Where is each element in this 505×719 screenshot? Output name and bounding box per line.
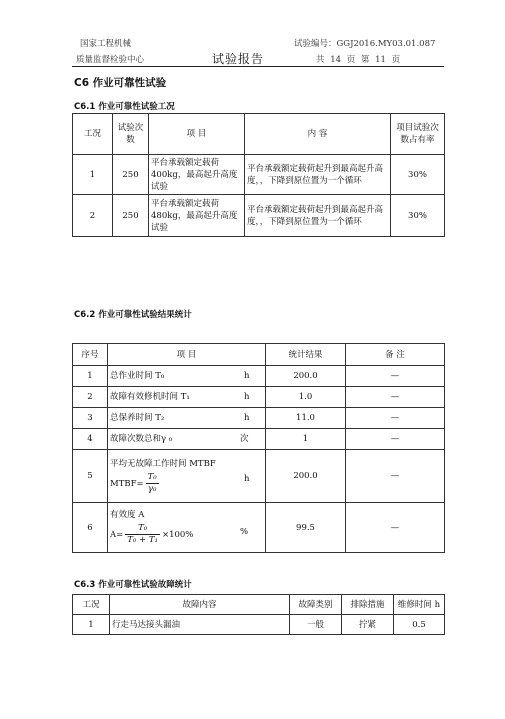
col-header: 试验次数 xyxy=(113,114,149,155)
report-title: 试验报告 xyxy=(212,52,265,66)
conditions-table xyxy=(72,113,445,237)
table-row xyxy=(73,503,445,553)
item-cell xyxy=(108,387,266,408)
case-cell: 1 xyxy=(73,155,113,195)
item-cell xyxy=(108,429,266,450)
unit-label: h xyxy=(244,474,250,484)
value-cell: 11.0 xyxy=(266,408,346,429)
faults-title: C6.3 作业可靠性试验故障统计 xyxy=(74,580,192,590)
col-header: 工况 xyxy=(73,114,113,155)
results-title: C6.2 作业可靠性试验结果统计 xyxy=(74,310,192,320)
page-info: 共 14 页 第 11 页 xyxy=(316,55,401,65)
col-header: 项 目 xyxy=(149,114,245,155)
case-cell: 1 xyxy=(73,615,110,635)
note-cell: — xyxy=(346,450,445,503)
col-header: 工况 xyxy=(73,595,110,615)
row-number: 6 xyxy=(73,503,108,553)
item-label: 总作业时间 T₀ xyxy=(110,371,165,381)
unit-label: h xyxy=(244,371,250,381)
item-label: 平均无故障工作时间 MTBF xyxy=(110,458,216,469)
table-row xyxy=(73,615,445,635)
table-header-row xyxy=(73,114,445,155)
note-cell: — xyxy=(346,408,445,429)
table-header-row xyxy=(73,344,445,366)
note-cell: — xyxy=(346,429,445,450)
org-name-line1: 国家工程机械 xyxy=(80,39,132,49)
col-header: 内 容 xyxy=(245,114,391,155)
fault-content-cell: 行走马达接头漏油 xyxy=(110,615,290,635)
item-cell xyxy=(108,408,266,429)
report-number: 试验编号：GGJ2016.MY03.01.087 xyxy=(294,39,436,49)
numerator: T₀ xyxy=(125,523,160,535)
item-cell xyxy=(108,366,266,387)
repair-time-cell: 0.5 xyxy=(394,615,445,635)
section-title: C6 作业可靠性试验 xyxy=(74,77,167,89)
row-number: 1 xyxy=(73,366,108,387)
table-row xyxy=(73,429,445,450)
content-cell: 平台承载额定载荷起升到最高起升高度，，下降到原位置为一个循环 xyxy=(245,195,391,237)
note-cell: — xyxy=(346,387,445,408)
value-cell: 1.0 xyxy=(266,387,346,408)
item-label: 总保养时间 T₂ xyxy=(110,413,165,423)
item-cell: 平台承载额定载荷400kg，最高起升高度试验 xyxy=(149,155,245,195)
item-label: 故障次数总和γ ₀ xyxy=(110,434,173,444)
row-number: 5 xyxy=(73,450,108,503)
count-cell: 250 xyxy=(113,195,149,237)
table-row xyxy=(73,366,445,387)
formula-suffix: ×100% xyxy=(161,530,194,540)
measure-cell: 拧紧 xyxy=(342,615,394,635)
unit-label: % xyxy=(240,527,249,537)
content-cell: 平台承载额定载荷起升到最高起升高度，，下降到原位置为一个循环 xyxy=(245,155,391,195)
fraction xyxy=(146,472,159,495)
col-header: 项 目 xyxy=(108,344,266,366)
ratio-cell: 30% xyxy=(391,155,445,195)
unit-label: h xyxy=(244,392,250,402)
table-row xyxy=(73,408,445,429)
note-cell: — xyxy=(346,366,445,387)
count-cell: 250 xyxy=(113,155,149,195)
item-cell xyxy=(108,450,266,503)
item-label: 有效度 A xyxy=(110,510,145,520)
org-name-line2: 质量监督检验中心 xyxy=(76,55,145,65)
row-number: 4 xyxy=(73,429,108,450)
conditions-title: C6.1 作业可靠性试验工况 xyxy=(74,102,175,112)
col-header: 故障内容 xyxy=(110,595,290,615)
ratio-cell: 30% xyxy=(391,195,445,237)
col-header: 故障类别 xyxy=(290,595,342,615)
denominator: T₀ + T₁ xyxy=(127,535,158,545)
col-header: 项目试验次数占有率 xyxy=(391,114,445,155)
table-header-row xyxy=(73,595,445,615)
header-rule xyxy=(72,66,444,67)
mtbf-formula xyxy=(110,472,263,495)
col-header: 维修时间 h xyxy=(394,595,445,615)
item-cell xyxy=(108,503,266,553)
col-header: 备 注 xyxy=(346,344,445,366)
faults-table xyxy=(72,594,445,635)
fraction xyxy=(125,523,160,546)
note-cell: — xyxy=(346,503,445,553)
row-number: 3 xyxy=(73,408,108,429)
denominator: γ₀ xyxy=(147,483,157,494)
table-row xyxy=(73,450,445,503)
value-cell: 200.0 xyxy=(266,366,346,387)
numerator: T₀ xyxy=(147,471,157,482)
value-cell: 1 xyxy=(266,429,346,450)
row-number: 2 xyxy=(73,387,108,408)
category-cell: 一般 xyxy=(290,615,342,635)
unit-label: 次 xyxy=(240,434,249,444)
unit-label: h xyxy=(244,413,250,423)
case-cell: 2 xyxy=(73,195,113,237)
value-cell: 200.0 xyxy=(266,450,346,503)
value-cell: 99.5 xyxy=(266,503,346,553)
table-row xyxy=(73,387,445,408)
formula-lhs: MTBF= xyxy=(110,478,144,489)
results-table xyxy=(72,343,445,553)
col-header: 排除措施 xyxy=(342,595,394,615)
formula-lhs: A= xyxy=(110,530,124,540)
col-header: 序号 xyxy=(73,344,108,366)
item-label: 故障有效修机时间 T₁ xyxy=(110,392,190,402)
table-row xyxy=(73,155,445,195)
table-row xyxy=(73,195,445,237)
col-header: 统计结果 xyxy=(266,344,346,366)
item-cell: 平台承载额定载荷480kg，最高起升高度试验 xyxy=(149,195,245,237)
